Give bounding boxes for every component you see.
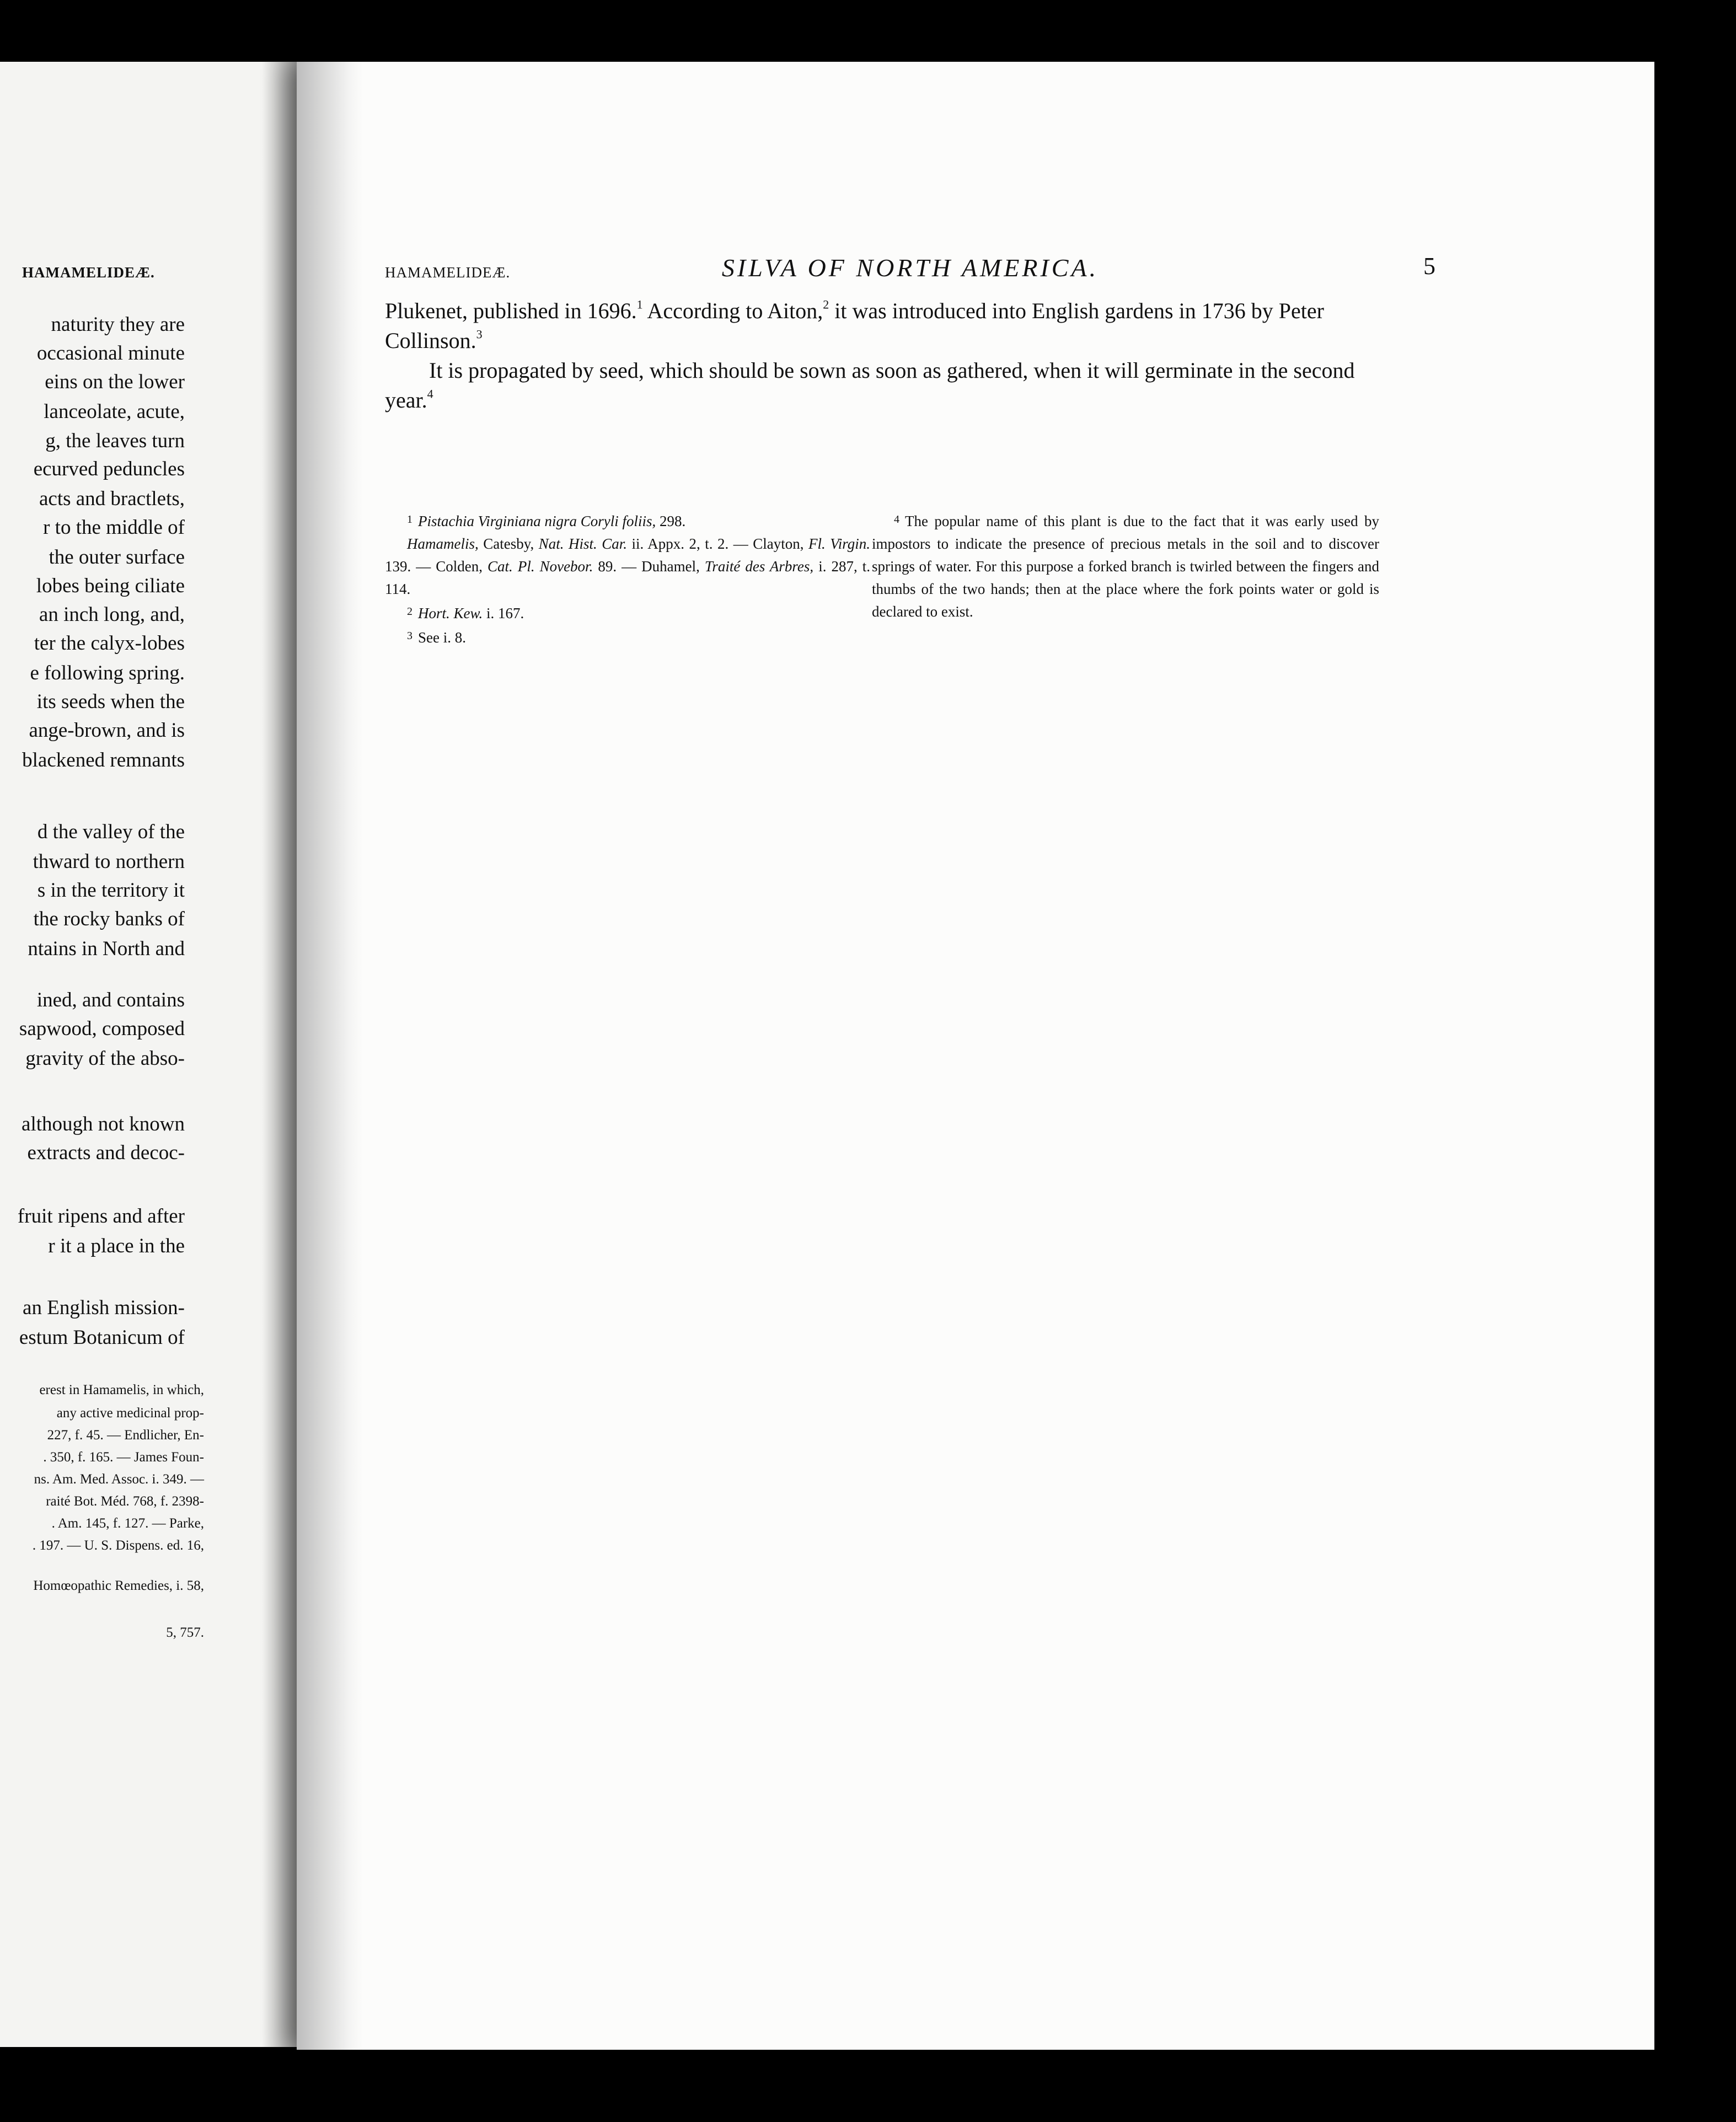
left-text-line: lanceolate, acute,: [44, 400, 185, 423]
left-text-line: sapwood, composed: [19, 1017, 185, 1040]
left-text-line: gravity of the abso-: [25, 1047, 185, 1070]
left-text-line: thward to northern: [33, 850, 185, 873]
left-text-line: estum Botanicum of: [19, 1326, 185, 1349]
running-head-title: SILVA OF NORTH AMERICA.: [721, 254, 1099, 282]
left-footnote-line: ns. Am. Med. Assoc. i. 349. —: [34, 1472, 204, 1487]
left-text-line: the outer surface: [49, 546, 185, 569]
left-footnote-line: 5, 757.: [166, 1625, 204, 1640]
footnote-1: $^1$ Pistachia Virginiana nigra Coryli foliis, 298.: [407, 513, 686, 529]
left-page: [0, 62, 301, 2047]
footnote-ref-3: 3: [476, 327, 483, 341]
left-text-line: naturity they are: [51, 313, 185, 336]
footnote-2: $^2$ Hort. Kew. i. 167.: [407, 605, 524, 621]
left-text-line: eins on the lower: [45, 371, 185, 393]
left-text-line: ntains in North and: [28, 937, 185, 960]
left-footnote-line: 227, f. 45. — Endlicher, En-: [47, 1428, 204, 1443]
footnote-ref-2: 2: [823, 297, 829, 312]
left-text-line: acts and bractlets,: [39, 487, 185, 510]
left-text-line: lobes being ciliate: [36, 575, 185, 597]
footnote-3: $^3$ See i. 8.: [407, 629, 466, 646]
page-gutter-shadow: [297, 62, 363, 2050]
left-text-line: g, the leaves turn: [45, 430, 185, 452]
left-footnote-line: raité Bot. Méd. 768, f. 2398-: [46, 1494, 204, 1509]
footnote-4: $^4$ The popular name of this plant is due to the fact that it was early used by impostors to indicate the presence of precious metals in the soil and to discover springs of water. For this purpose a forked branch is twirled between the fingers and thumbs of the two hands; then at the place where the fork points water or gold is declared to exist.: [872, 513, 1379, 620]
left-text-line: r to the middle of: [43, 516, 185, 539]
left-text-line: s in the territory it: [37, 879, 185, 902]
left-text-line: fruit ripens and after: [17, 1205, 185, 1228]
left-text-line: its seeds when the: [36, 690, 185, 713]
left-text-line: e following spring.: [30, 662, 185, 684]
left-text-line: blackened remnants: [22, 749, 185, 771]
paragraph-1: Plukenet, published in 1696.$^1$ According to Aiton,$^2$ it was introduced into English gardens in 1736 by Peter Collinson.$^3$: [385, 297, 1324, 353]
left-text-line: the rocky banks of: [33, 908, 185, 930]
left-running-head: HAMAMELIDEÆ.: [22, 264, 155, 281]
left-footnote-line: . 350, f. 165. — James Foun-: [43, 1450, 204, 1465]
left-text-line: an inch long, and,: [39, 603, 185, 626]
footnote-ref-4: 4: [427, 387, 433, 401]
left-footnote-line: . 197. — U. S. Dispens. ed. 16,: [32, 1538, 204, 1553]
footnotes-left-column: [385, 508, 870, 649]
running-head: [385, 252, 1435, 285]
left-text-line: d the valley of the: [37, 821, 185, 843]
paragraph-2: It is propagated by seed, which should be sown as soon as gathered, when it will germinate in the second year.$^4$: [385, 358, 1355, 412]
left-text-line: ter the calyx-lobes: [34, 632, 185, 655]
footnotes-right-column: [872, 508, 1379, 623]
left-text-line: ange-brown, and is: [29, 719, 185, 742]
body-text: [385, 296, 1378, 415]
page-number: 5: [1423, 253, 1435, 280]
left-footnote-line: any active medicinal prop-: [56, 1406, 204, 1421]
left-footnote-line: Homœopathic Remedies, i. 58,: [33, 1578, 204, 1593]
left-footnote-line: . Am. 145, f. 127. — Parke,: [51, 1516, 204, 1531]
left-text-line: ined, and contains: [36, 989, 185, 1011]
left-text-line: r it a place in the: [48, 1235, 185, 1257]
footnote-1-continued: Hamamelis, Catesby, Nat. Hist. Car. ii. Appx. 2, t. 2. — Clayton, Fl. Virgin. 139. — Colden, Cat. Pl. Novebor. 89. — Duhamel, Traité des Arbres, i. 287, t. 114.: [385, 535, 871, 597]
left-text-line: occasional minute: [36, 342, 185, 365]
footnote-ref-1: 1: [636, 297, 643, 312]
left-text-line: ecurved peduncles: [33, 458, 185, 480]
left-text-line: an English mission-: [23, 1296, 185, 1319]
left-text-line: extracts and decoc-: [27, 1142, 185, 1164]
right-page: [297, 62, 1654, 2050]
running-head-section: HAMAMELIDEÆ.: [385, 264, 511, 281]
left-footnote-line: erest in Hamamelis, in which,: [39, 1382, 204, 1397]
left-text-line: although not known: [22, 1113, 185, 1135]
